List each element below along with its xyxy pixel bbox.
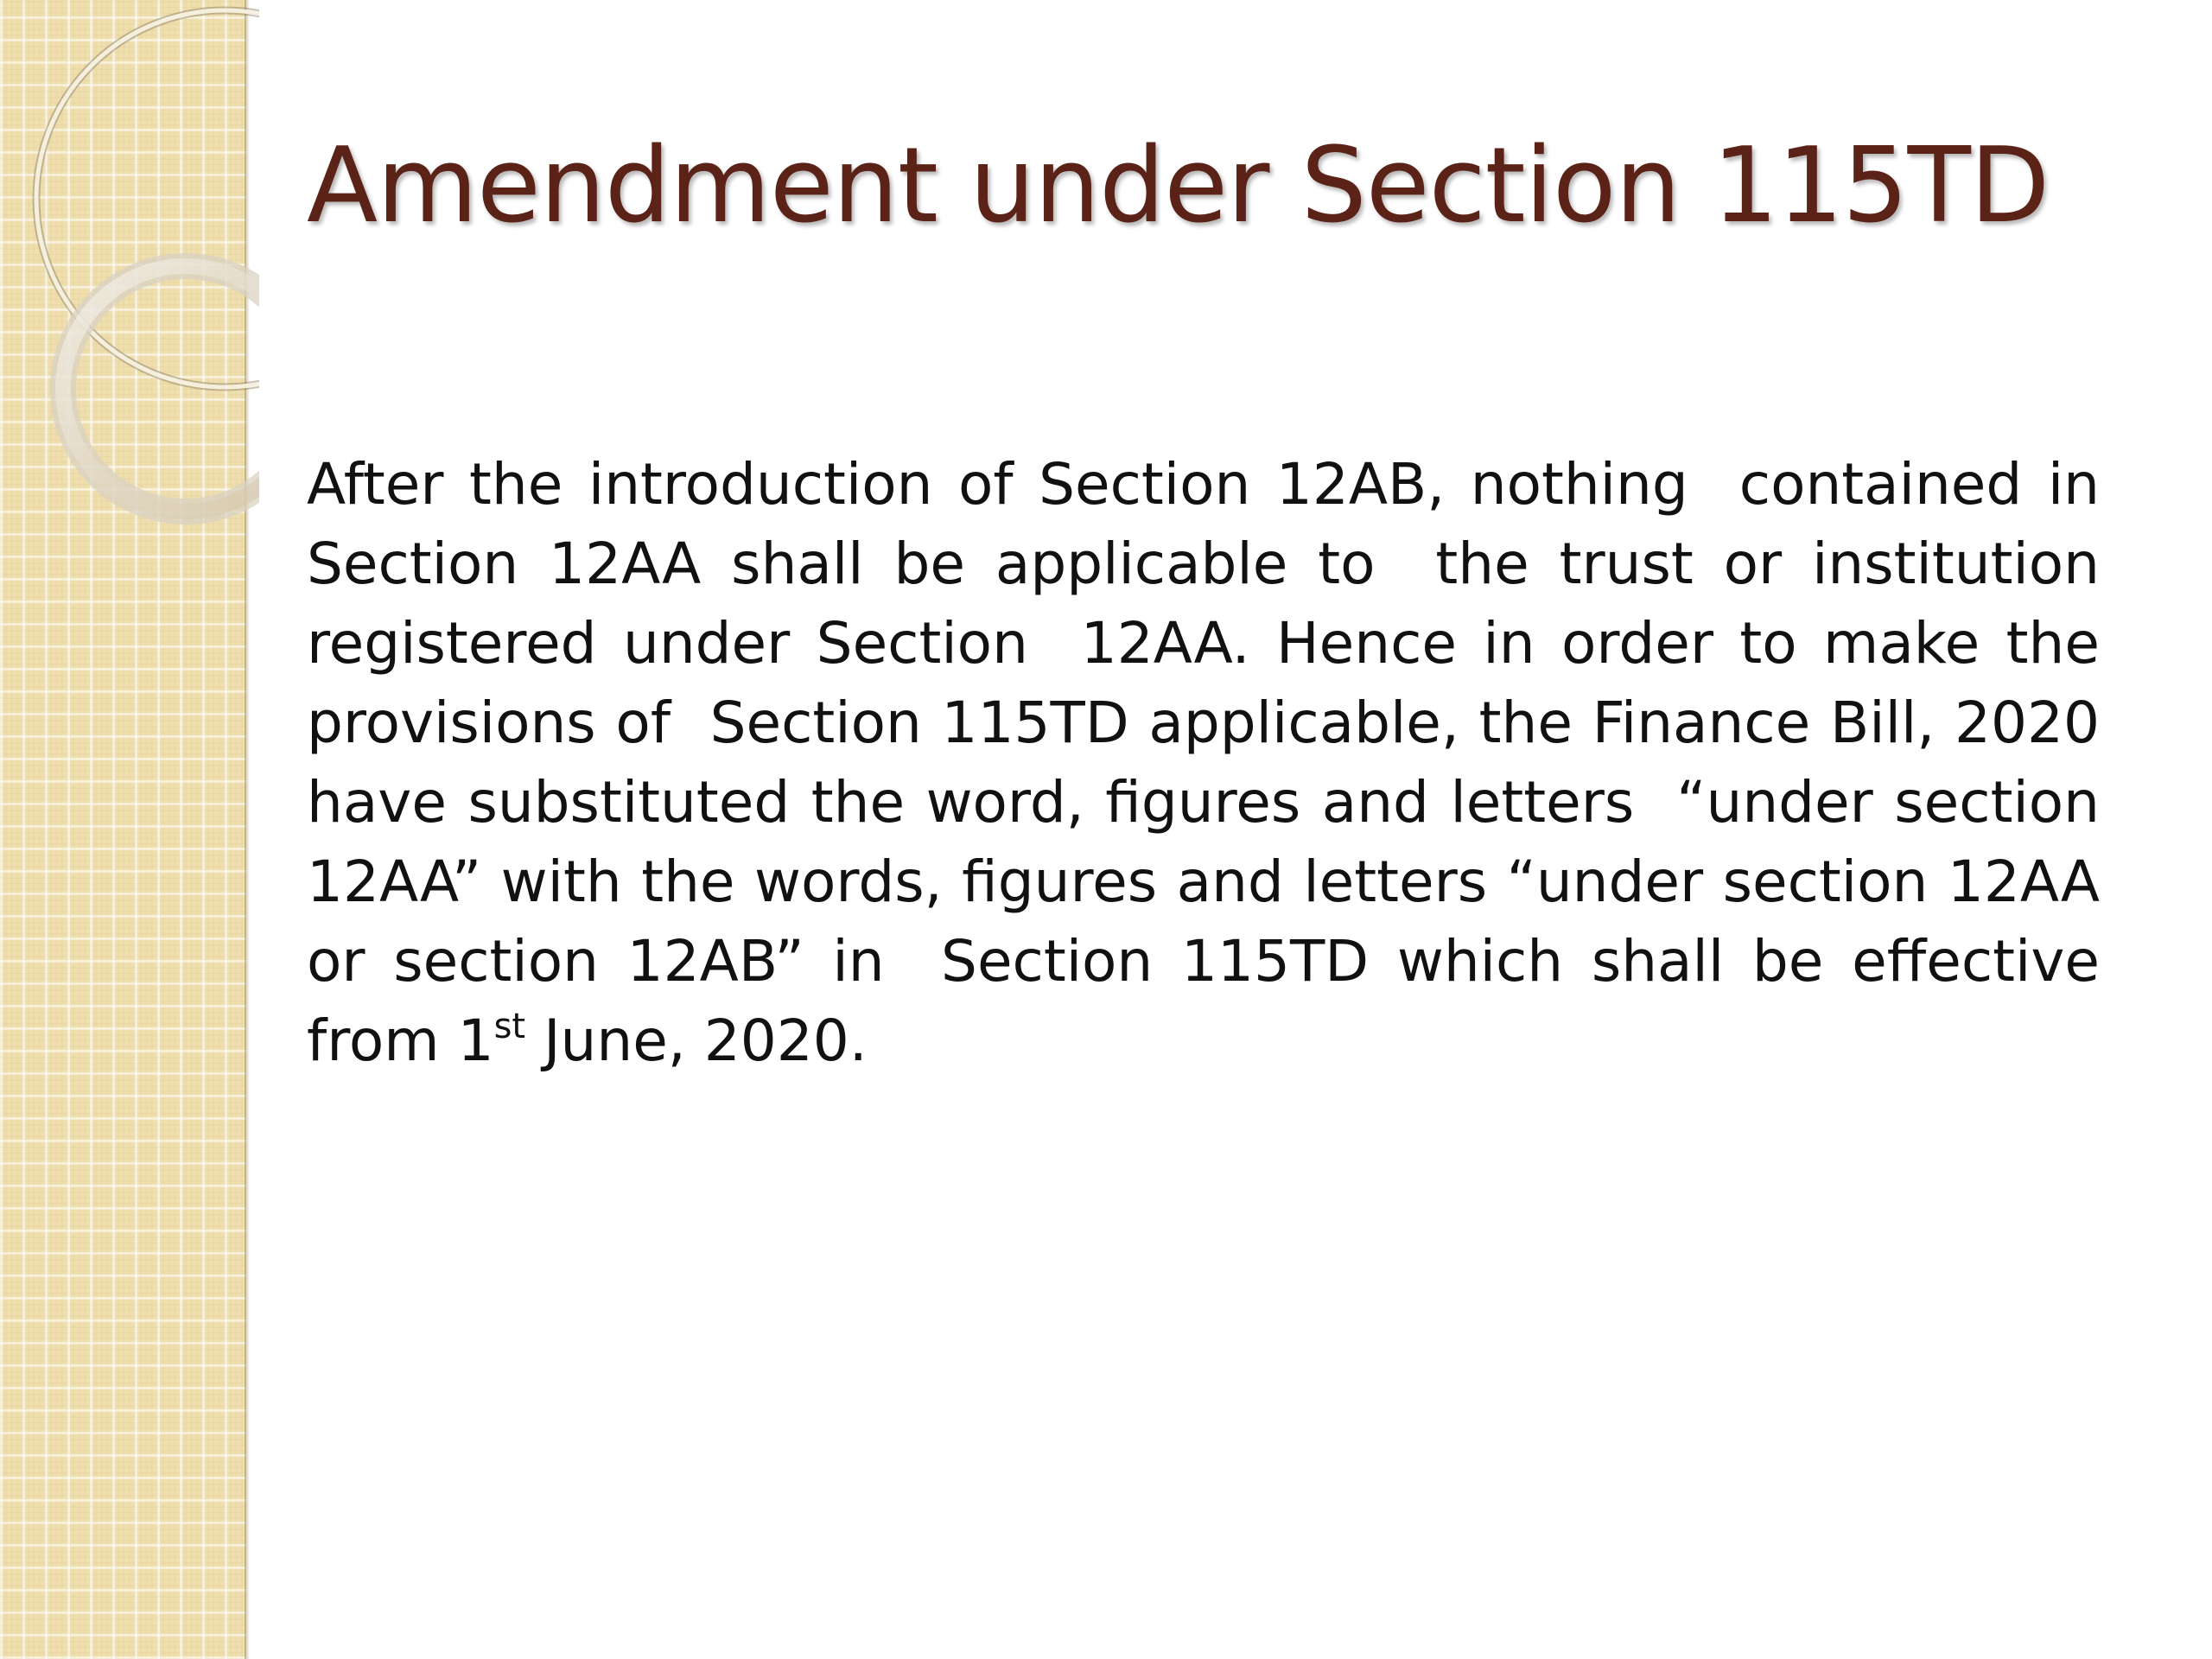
- ordinal-superscript: st: [493, 1007, 526, 1046]
- body-text-main: After the introduction of Section 12AB, nothing contained in Section 12AA shall be applicable to the trust or institution registered under Section 12AA. Hence in order to make the provisions of Section 115TD applicable, the Finance Bill, 2020 have substituted the word, figures and letters “under section 12AA” with the words, figures and letters “under section 12AA or section 12AB” in Section 115TD which shall be effective from 1: [307, 451, 2136, 1074]
- ring-ornament-icon: [0, 0, 259, 553]
- slide-title: Amendment under Section 115TD: [307, 126, 2050, 246]
- slide-body-text: [307, 445, 2136, 1081]
- body-text-end: June, 2020.: [525, 1007, 868, 1074]
